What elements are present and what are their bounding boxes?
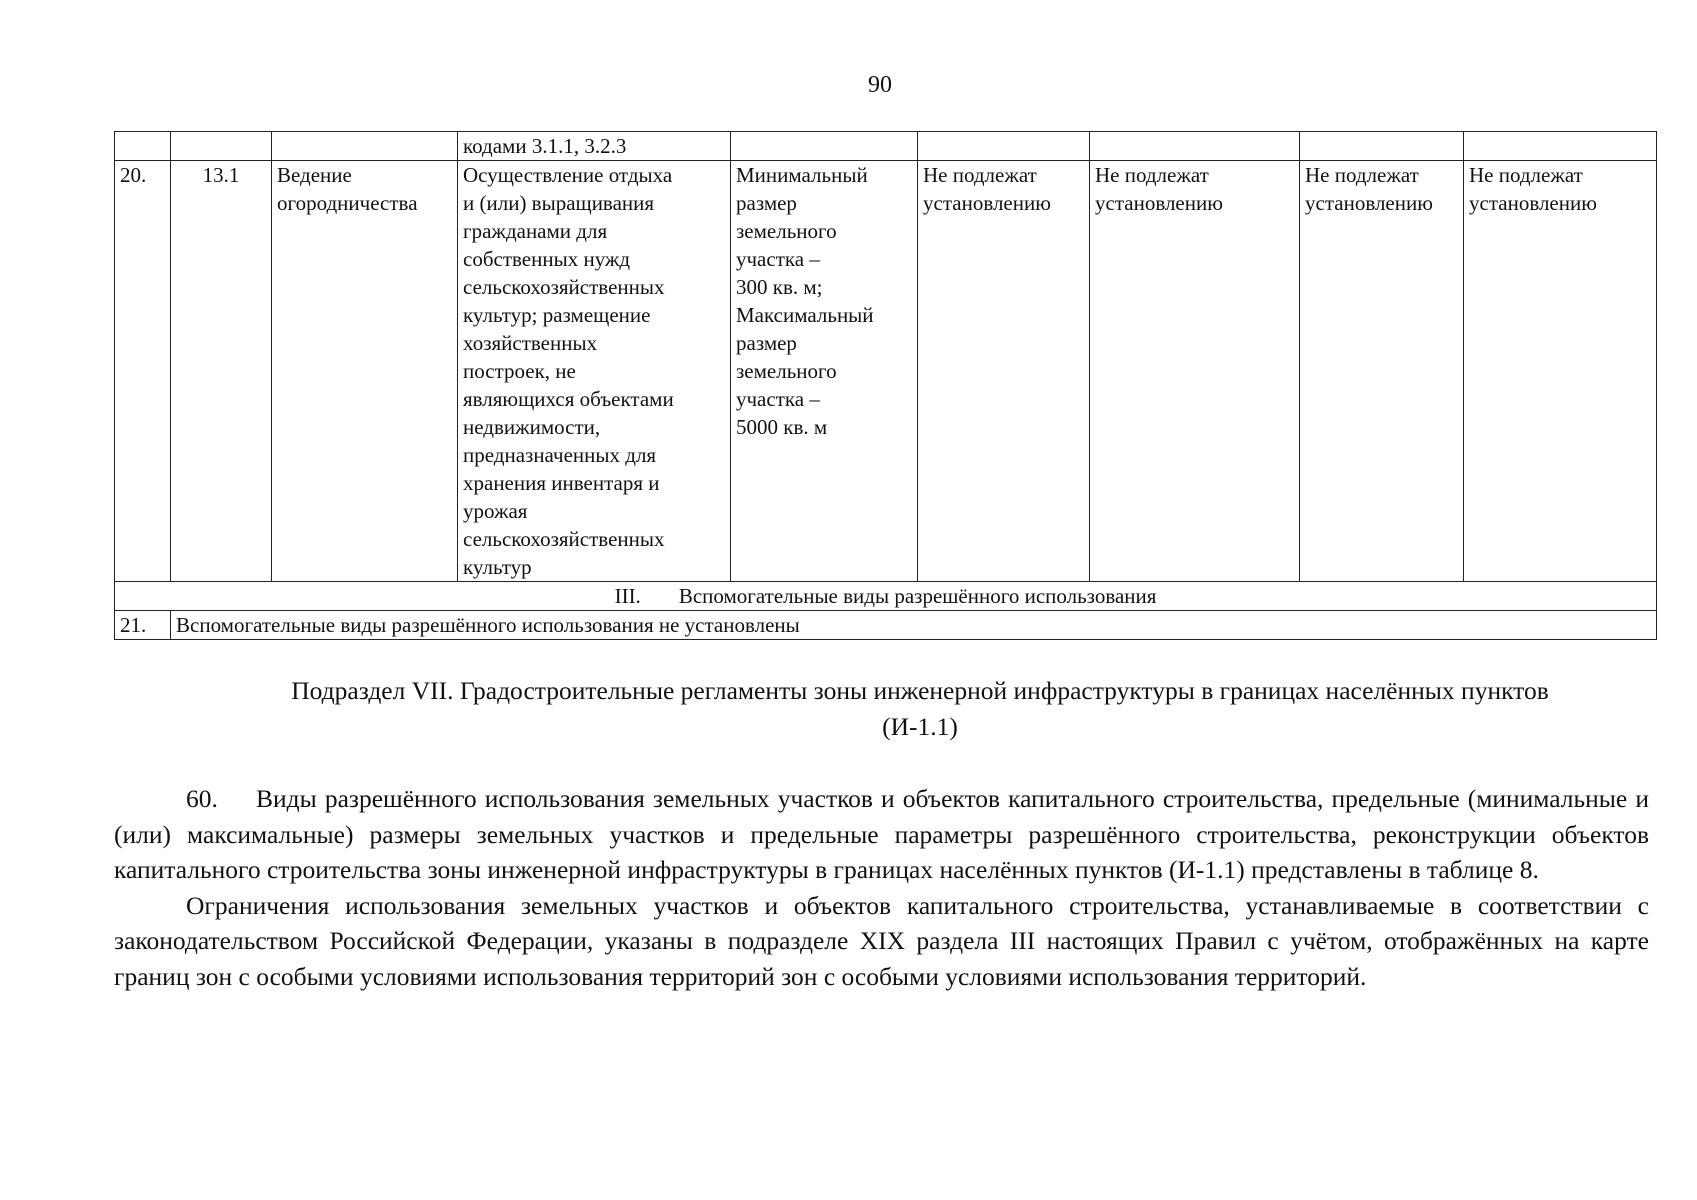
section-number: III. <box>614 584 641 608</box>
table-row-continued <box>115 132 1657 161</box>
use-code: 13.1 <box>171 161 272 582</box>
table-row-21 <box>115 611 1657 640</box>
section-title: Вспомогательные виды разрешённого использования <box>678 584 1157 608</box>
table-cell <box>115 132 171 161</box>
parameter-cell: Не подлежат установлению <box>1300 161 1464 582</box>
row-number: 21. <box>115 611 171 640</box>
table-cell-description: кодами 3.1.1, 3.2.3 <box>458 132 731 161</box>
paragraph-text: Виды разрешённого использования земельных участков и объектов капитального строительства, предельные (минимальные и (или) максимальные) размеры земельных участков и предельные параметры разрешённого строительства, реконструкции объектов капитального строительства зоны инженерной инфраструктуры в границах населённых пунктов (И-1.1) представлены в таблице 8. <box>114 784 1649 884</box>
table-cell <box>1300 132 1464 161</box>
plot-size: Минимальный размер земельного участка – 300 кв. м; Максимальный размер земельного участка – 5000 кв. м <box>731 161 918 582</box>
regulations-table <box>114 131 1657 640</box>
parameter-cell: Не подлежат установлению <box>1090 161 1300 582</box>
table-cell <box>1464 132 1657 161</box>
table-row-20 <box>115 161 1657 582</box>
parameter-cell: Не подлежат установлению <box>918 161 1090 582</box>
paragraph-restrictions: Ограничения использования земельных участков и объектов капитального строительства, устанавливаемые в соответствии с законодательством Российской Федерации, указаны в подразделе XIX раздела III настоящих Правил с учётом, отображённых на карте границ зон с особыми условиями использования территорий зон с особыми условиями использования территорий. <box>114 890 1649 991</box>
row-number: 20. <box>115 161 171 582</box>
body-text <box>114 781 1649 994</box>
use-description: Осуществление отдыха и (или) выращивания гражданами для собственных нужд сельскохозяйственных культур; размещение хозяйственных построек, не являющихся объектами недвижимости, предназначенных для хранения инвентаря и урожая сельскохозяйственных культур <box>458 161 731 582</box>
subsection-code: (И-1.1) <box>882 712 958 741</box>
use-name: Ведение огородничества <box>272 161 458 582</box>
page-number: 90 <box>868 72 892 98</box>
table-cell <box>731 132 918 161</box>
paragraph-60 <box>114 781 1649 888</box>
row-text: Вспомогательные виды разрешённого использования не установлены <box>171 611 1657 640</box>
table-cell <box>1090 132 1300 161</box>
subsection-title: Подраздел VII. Градостроительные регламенты зоны инженерной инфраструктуры в границах населённых пунктов <box>291 676 1549 705</box>
parameter-cell: Не подлежат установлению <box>1464 161 1657 582</box>
paragraph-number: 60. <box>186 784 218 813</box>
subsection-heading <box>200 673 1640 745</box>
section-header <box>115 582 1657 611</box>
table-cell <box>171 132 272 161</box>
section-header-row <box>115 582 1657 611</box>
table-cell <box>918 132 1090 161</box>
table-cell <box>272 132 458 161</box>
